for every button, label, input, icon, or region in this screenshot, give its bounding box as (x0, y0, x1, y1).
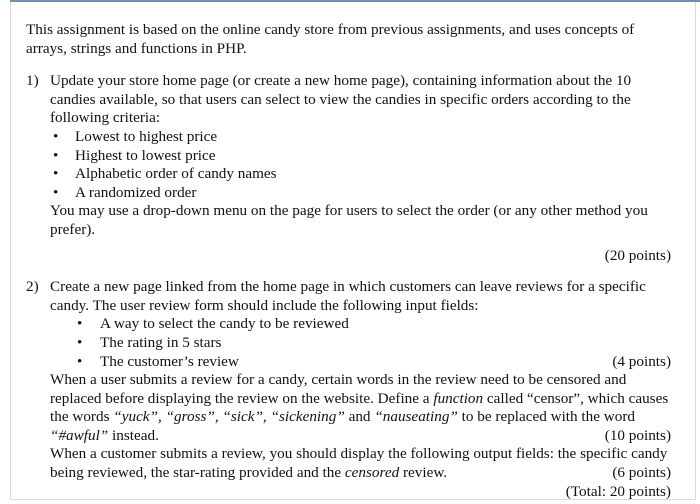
review-fields-points: (4 points) (612, 352, 671, 370)
question-1 (26, 72, 671, 278)
question-2-body (50, 278, 671, 501)
review-fields-list (50, 315, 671, 371)
question-1-points: (20 points) (604, 246, 671, 264)
criteria-item: • Lowest to highest price (50, 128, 671, 147)
question-2-lead: Create a new page linked from the home page in which customers can leave reviews for a specific candy. The user review form should include the following input fields: (50, 278, 646, 314)
criteria-item: • A randomized order (50, 184, 671, 203)
question-1-body (50, 72, 671, 278)
censor-last-word: “nauseating” (374, 408, 458, 426)
output-censored-word: censored (344, 464, 400, 482)
question-2 (26, 278, 671, 501)
review-field-item-last (50, 353, 671, 372)
assignment-document (26, 21, 671, 501)
output-points: (6 points) (612, 464, 671, 482)
question-2-number: 2) (26, 278, 39, 296)
censor-text: When a user submits a review for a candy, certain words in the review need to be censored and replaced before displaying the review on the website. Define a (50, 371, 627, 407)
output-text: When a customer submits a review, you should display the following output fields: the specific candy being reviewed, the star-rating provided and the (50, 445, 668, 482)
question-1-lead: Update your store home page (or create a new home page), containing information about the 10 candies available, so that users can select to view the candies in specific orders according to the following criteria: (50, 72, 632, 127)
censor-function-word: function (433, 389, 484, 407)
censor-word-list: “yuck”, “gross”, “sick”, “sickening” (113, 408, 345, 426)
criteria-item: • Alphabetic order of candy names (50, 165, 671, 184)
criteria-item: • Highest to lowest price (50, 147, 671, 166)
censor-text: and (344, 408, 375, 426)
censor-last-line-text (50, 427, 159, 446)
dropdown-note: You may use a drop-down menu on the page for users to select the order (or any other method you prefer). (50, 202, 648, 238)
review-field-item: • The rating in 5 stars (50, 334, 671, 353)
censor-text: instead. (108, 426, 159, 444)
censor-text: called “censor”, which causes the words (50, 389, 669, 426)
sort-criteria-list (50, 128, 671, 202)
censor-last-line (50, 427, 671, 446)
output-text: review. (399, 464, 448, 482)
total-points: (Total: 20 points) (565, 482, 671, 500)
censor-text: to be replaced with the word (457, 408, 635, 426)
censor-paragraph (50, 371, 671, 427)
review-field-item: • A way to select the candy to be reviewed (50, 315, 671, 334)
censor-points: (10 points) (604, 426, 671, 444)
intro-paragraph: This assignment is based on the online candy store from previous assignments, and uses concepts of arrays, strings and functions in PHP. (26, 21, 635, 57)
censor-replacement-word: “#awful” (50, 426, 109, 444)
output-paragraph (50, 445, 671, 482)
question-1-number: 1) (26, 72, 39, 90)
review-field-text: • The customer’s review (100, 352, 239, 370)
